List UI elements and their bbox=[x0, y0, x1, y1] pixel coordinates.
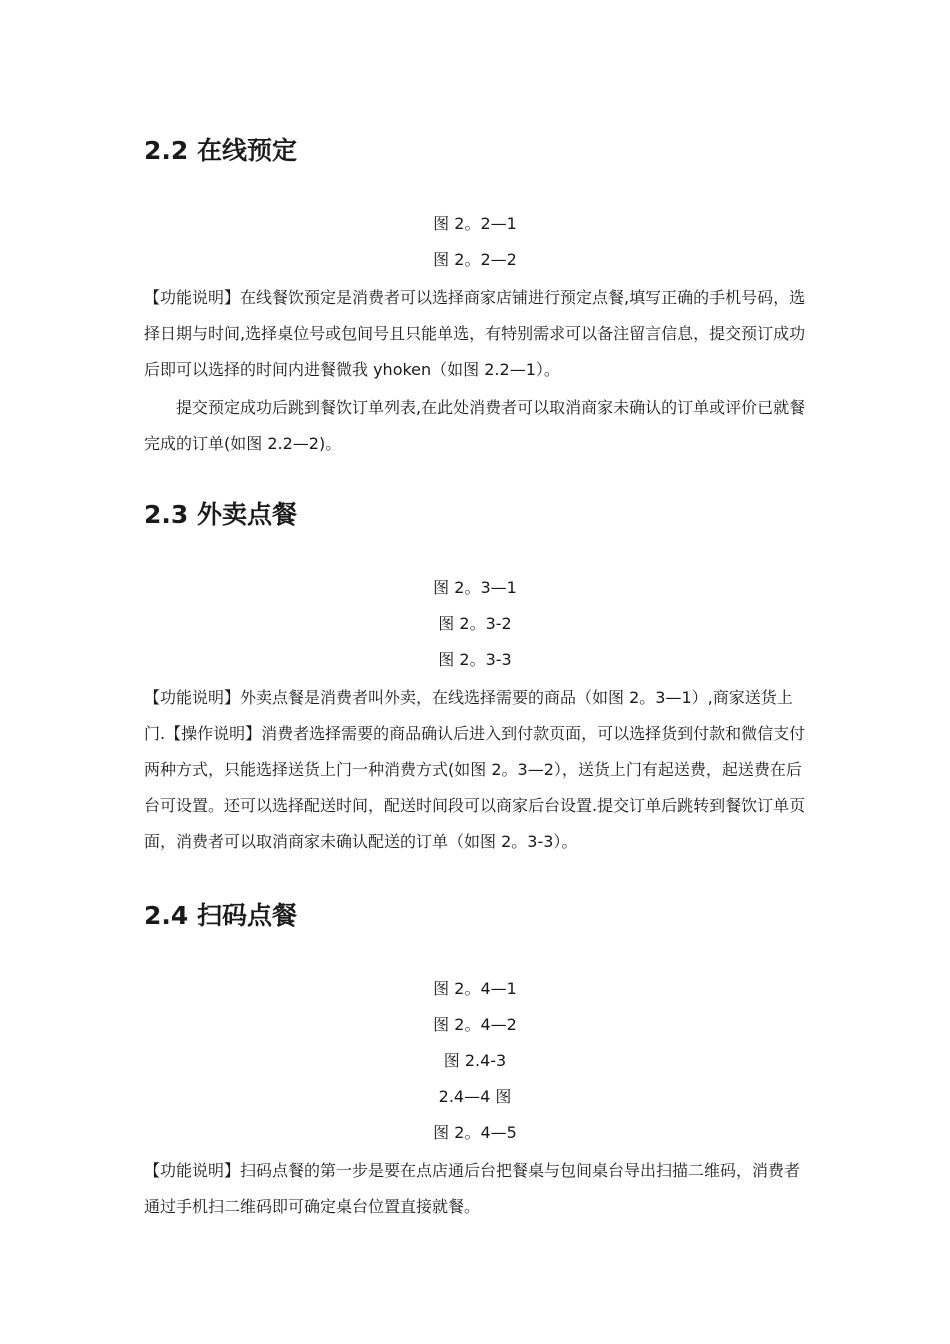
figure-caption: 图 2。3-3 bbox=[438, 650, 512, 669]
figure-caption: 图 2。4—2 bbox=[433, 1015, 517, 1034]
figure-caption: 图 2。2—1 bbox=[433, 214, 517, 233]
paragraph: 提交预定成功后跳到餐饮订单列表,在此处消费者可以取消商家未确认的订单或评价已就餐完成的订单(如图 2.2—2)。 bbox=[144, 398, 806, 453]
figure-caption: 图 2。2—2 bbox=[433, 250, 517, 269]
figure-caption: 图 2。3—1 bbox=[433, 578, 517, 597]
paragraph: 【功能说明】在线餐饮预定是消费者可以选择商家店铺进行预定点餐,填写正确的手机号码，选择日期与时间,选择桌位号或包间号且只能单选，有特别需求可以备注留言信息，提交预订成功后即可以选择的时间内进餐微我 yhoken（如图 2.2—1）。 bbox=[144, 288, 806, 379]
section-heading-2-2: 2.2 在线预定 bbox=[144, 136, 297, 165]
figure-caption: 2.4—4 图 bbox=[438, 1087, 512, 1106]
figure-caption: 图 2。3-2 bbox=[438, 614, 512, 633]
section-heading-2-3: 2.3 外卖点餐 bbox=[144, 500, 297, 529]
paragraph: 【功能说明】扫码点餐的第一步是要在点店通后台把餐桌与包间桌台导出扫描二维码，消费者通过手机扫二维码即可确定桌台位置直接就餐。 bbox=[144, 1161, 801, 1216]
figure-caption: 图 2.4-3 bbox=[443, 1051, 507, 1070]
figure-caption: 图 2。4—1 bbox=[433, 979, 517, 998]
figure-caption: 图 2。4—5 bbox=[433, 1123, 517, 1142]
paragraph: 【功能说明】外卖点餐是消费者叫外卖，在线选择需要的商品（如图 2。3—1）,商家送货上门.【操作说明】消费者选择需要的商品确认后进入到付款页面，可以选择货到付款和微信支付两种方式，只能选择送货上门一种消费方式(如图 2。3—2），送货上门有起送费，起送费在后台可设置。还可以选择配送时间，配送时间段可以商家后台设置.提交订单后跳转到餐饮订单页面，消费者可以取消商家未确认配送的订单（如图 2。3-3）。 bbox=[144, 688, 806, 851]
section-heading-2-4: 2.4 扫码点餐 bbox=[144, 901, 297, 930]
